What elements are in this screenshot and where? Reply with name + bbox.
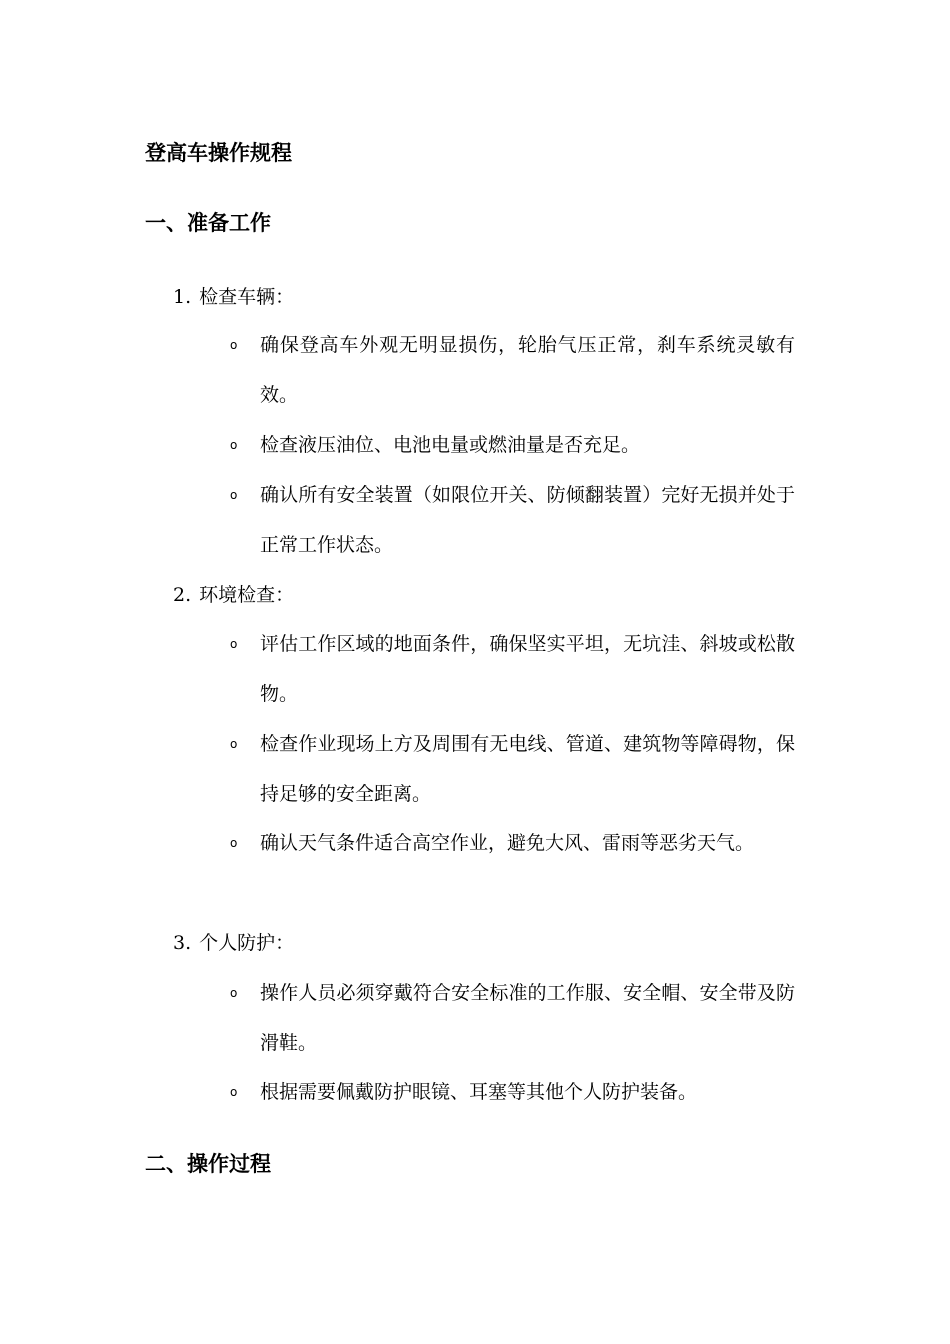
bullet-item <box>230 1067 795 1117</box>
bullet-marker-icon: o <box>230 637 238 651</box>
list-item-label: 个人防护： <box>199 932 295 954</box>
section-heading-operation: 二、操作过程 <box>145 1152 271 1176</box>
bullet-text: 操作人员必须穿戴符合安全标准的工作服、安全帽、安全带及防滑鞋。 <box>260 982 795 1054</box>
section-heading-preparation: 一、准备工作 <box>145 211 271 235</box>
bullet-text: 确认天气条件适合高空作业，避免大风、雷雨等恶劣天气。 <box>260 832 755 854</box>
list-item-label: 检查车辆： <box>199 286 295 308</box>
list-item-environment-check <box>173 580 294 610</box>
bullet-item <box>230 619 795 719</box>
bullet-item <box>230 470 795 570</box>
bullet-item <box>230 719 795 819</box>
bullet-marker-icon: o <box>230 986 238 1000</box>
bullet-text: 评估工作区域的地面条件，确保坚实平坦，无坑洼、斜坡或松散物。 <box>260 633 795 705</box>
document-title: 登高车操作规程 <box>145 141 292 165</box>
bullet-marker-icon: o <box>230 737 238 751</box>
bullet-item <box>230 968 795 1068</box>
list-item-number: 2. <box>173 584 192 606</box>
bullet-marker-icon: o <box>230 338 238 352</box>
bullet-marker-icon: o <box>230 438 238 452</box>
bullet-text: 确认所有安全装置（如限位开关、防倾翻装置）完好无损并处于正常工作状态。 <box>260 484 795 556</box>
bullet-item <box>230 320 795 420</box>
list-item-label: 环境检查： <box>199 584 295 606</box>
bullet-text: 根据需要佩戴防护眼镜、耳塞等其他个人防护装备。 <box>260 1081 698 1103</box>
list-item-check-vehicle <box>173 282 294 312</box>
bullet-text: 检查液压油位、电池电量或燃油量是否充足。 <box>260 434 641 456</box>
bullet-marker-icon: o <box>230 488 238 502</box>
bullet-marker-icon: o <box>230 836 238 850</box>
bullet-marker-icon: o <box>230 1085 238 1099</box>
bullet-item <box>230 420 795 470</box>
list-item-personal-protection <box>173 928 294 958</box>
list-item-number: 3. <box>173 932 192 954</box>
bullet-item <box>230 818 795 868</box>
bullet-text: 检查作业现场上方及周围有无电线、管道、建筑物等障碍物，保持足够的安全距离。 <box>260 733 795 805</box>
bullet-text: 确保登高车外观无明显损伤，轮胎气压正常，刹车系统灵敏有效。 <box>260 334 795 406</box>
list-item-number: 1. <box>173 286 192 308</box>
